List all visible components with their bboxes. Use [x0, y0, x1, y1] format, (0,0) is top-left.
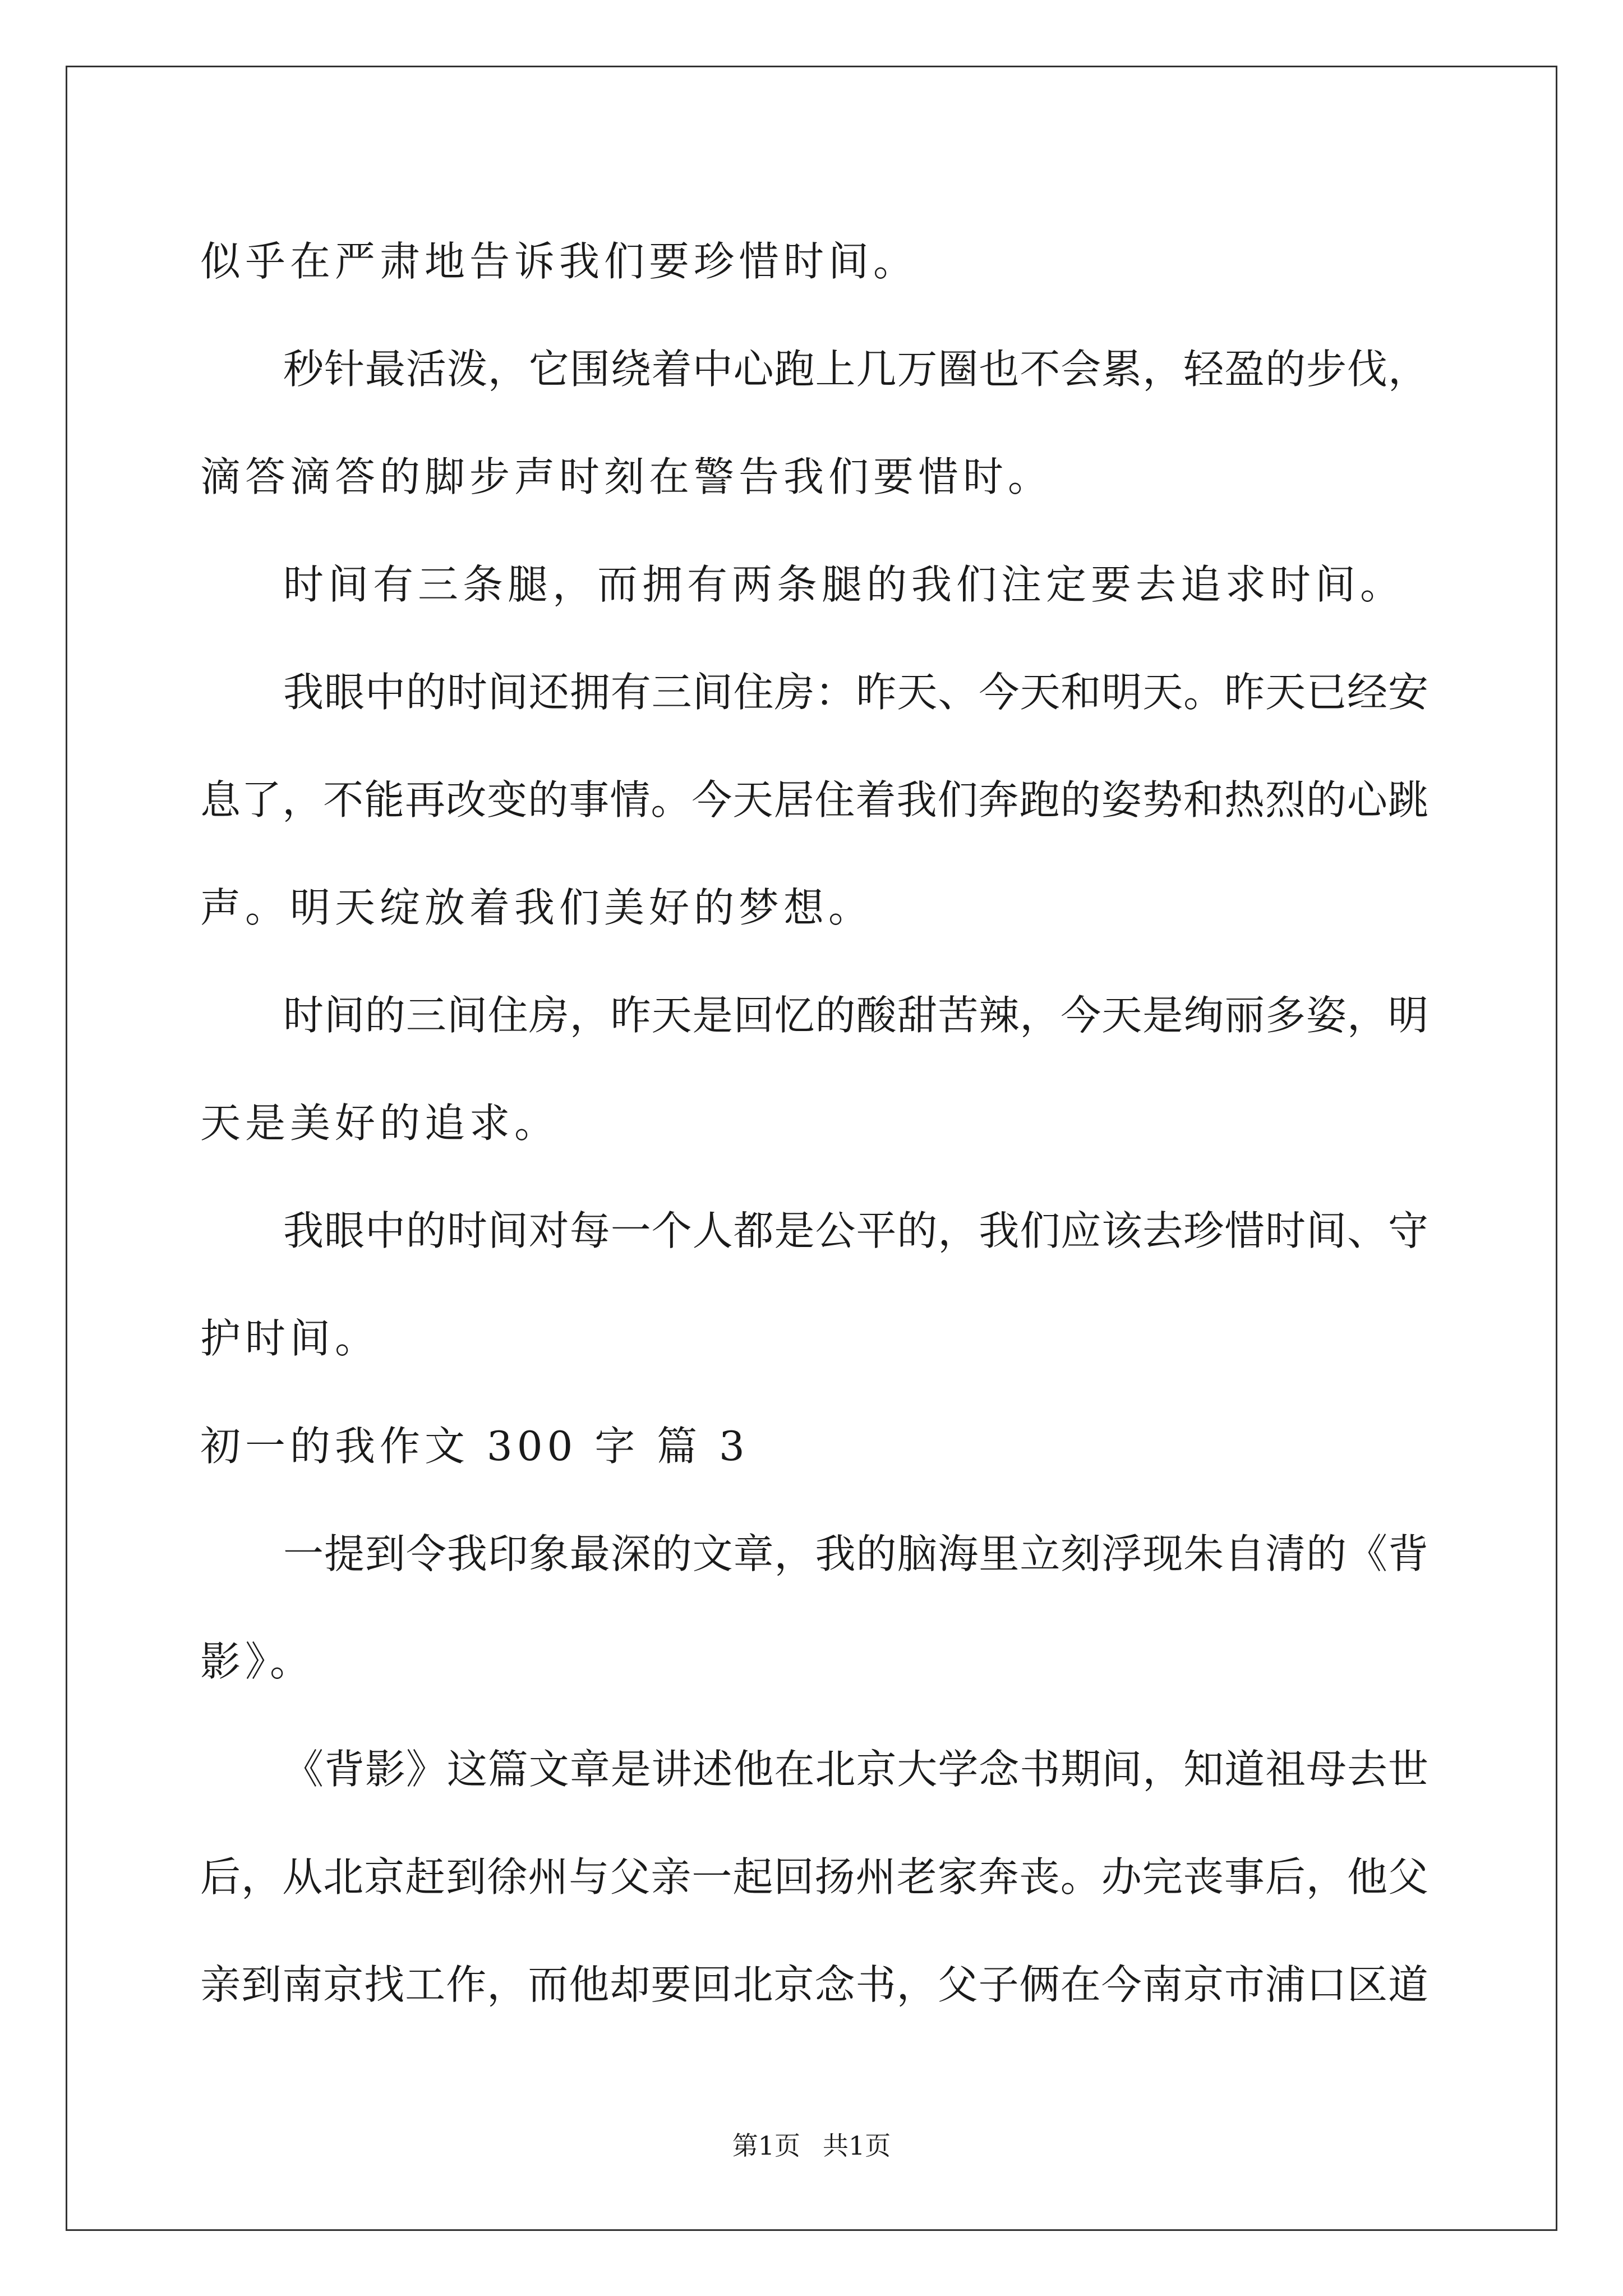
page-number-current: 第1页 — [732, 2131, 800, 2161]
text-line: 时间的三间住房，昨天是回忆的酸甜苦辣，今天是绚丽多姿，明 — [283, 992, 1428, 1039]
text-line: 秒针最活泼，它围绕着中心跑上几万圈也不会累，轻盈的步伐， — [283, 346, 1428, 393]
text-line: 《背影》这篇文章是讲述他在北京大学念书期间，知道祖母去世 — [283, 1746, 1428, 1793]
text-line: 护时间。 — [200, 1315, 380, 1362]
page-footer — [0, 2129, 1623, 2162]
text-line: 一提到令我印象最深的文章，我的脑海里立刻浮现朱自清的《背 — [283, 1530, 1428, 1577]
text-line: 我眼中的时间还拥有三间住房：昨天、今天和明天。昨天已经安 — [283, 669, 1428, 716]
text-line: 滴答滴答的脚步声时刻在警告我们要惜时。 — [200, 453, 1053, 500]
text-line: 后，从北京赶到徐州与父亲一起回扬州老家奔丧。办完丧事后，他父 — [200, 1853, 1428, 1901]
section-heading: 初一的我作文 300 字 篇 3 — [200, 1423, 749, 1470]
text-line: 似乎在严肃地告诉我们要珍惜时间。 — [200, 238, 919, 285]
text-line: 天是美好的追求。 — [200, 1099, 560, 1147]
text-line: 影》。 — [200, 1638, 315, 1685]
text-line: 亲到南京找工作，而他却要回北京念书，父子俩在今南京市浦口区道 — [200, 1961, 1428, 2008]
text-line: 时间有三条腿，而拥有两条腿的我们注定要去追求时间。 — [283, 561, 1405, 608]
text-line: 我眼中的时间对每一个人都是公平的，我们应该去珍惜时间、守 — [283, 1207, 1428, 1254]
page-number-total: 共1页 — [823, 2131, 891, 2161]
text-line: 声。明天绽放着我们美好的梦想。 — [200, 884, 874, 931]
text-line: 息了，不能再改变的事情。今天居住着我们奔跑的姿势和热烈的心跳 — [200, 776, 1428, 823]
document-body — [200, 208, 1428, 2039]
